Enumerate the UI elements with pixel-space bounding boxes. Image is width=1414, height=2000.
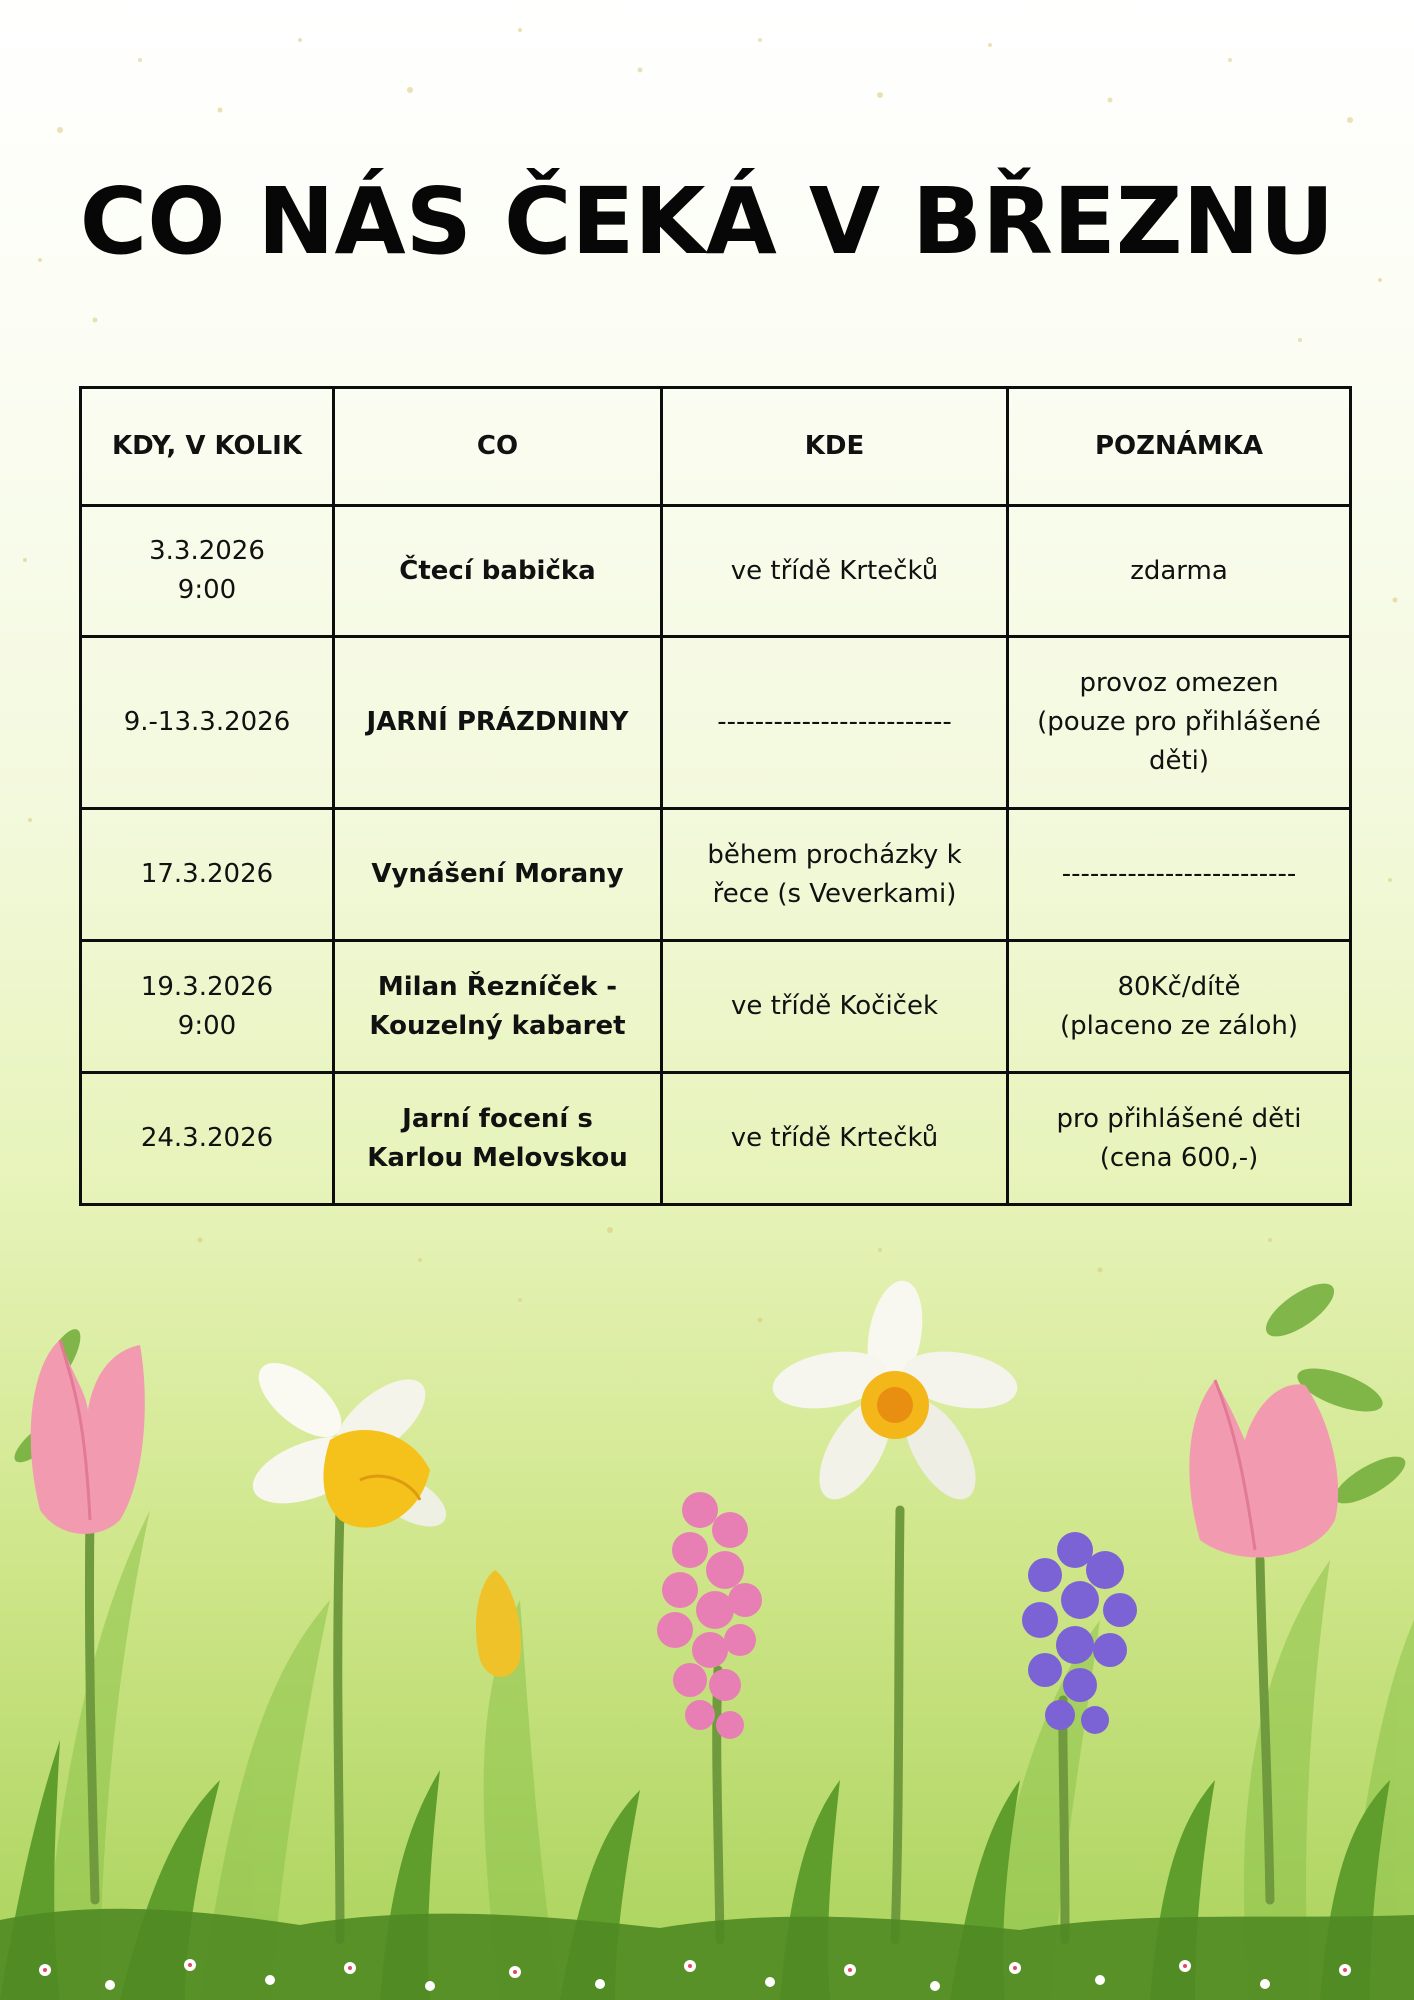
table-row xyxy=(81,637,1351,809)
cell-when: 19.3.2026 9:00 xyxy=(81,941,334,1073)
header-what: CO xyxy=(334,388,662,506)
cell-what: Jarní focení s Karlou Melovskou xyxy=(334,1073,662,1205)
cell-where: ------------------------- xyxy=(662,637,1008,809)
table-row xyxy=(81,506,1351,637)
hyacinth-icon xyxy=(657,1492,762,1739)
cell-what: Čtecí babička xyxy=(334,506,662,637)
spring-flower-illustration xyxy=(0,1180,1414,2000)
daffodil-icon xyxy=(768,1276,1022,1510)
tulip-icon xyxy=(31,1340,145,1534)
cell-where: ve třídě Krtečků xyxy=(662,1073,1008,1205)
cell-note: 80Kč/dítě (placeno ze záloh) xyxy=(1008,941,1351,1073)
page-title: CO NÁS ČEKÁ V BŘEZNU xyxy=(79,168,1335,275)
header-where: KDE xyxy=(662,388,1008,506)
cell-what: Milan Řezníček - Kouzelný kabaret xyxy=(334,941,662,1073)
table-row xyxy=(81,941,1351,1073)
header-note: POZNÁMKA xyxy=(1008,388,1351,506)
cell-where: během procházky k řece (s Veverkami) xyxy=(662,809,1008,941)
cell-note: zdarma xyxy=(1008,506,1351,637)
table-row xyxy=(81,809,1351,941)
cell-note: pro přihlášené děti (cena 600,-) xyxy=(1008,1073,1351,1205)
cell-when: 3.3.2026 9:00 xyxy=(81,506,334,637)
cell-what: Vynášení Morany xyxy=(334,809,662,941)
cell-note: ------------------------- xyxy=(1008,809,1351,941)
cell-what: JARNÍ PRÁZDNINY xyxy=(334,637,662,809)
cell-when: 24.3.2026 xyxy=(81,1073,334,1205)
header-when: KDY, V KOLIK xyxy=(81,388,334,506)
daffodil-icon xyxy=(476,1570,521,1677)
cell-when: 17.3.2026 xyxy=(81,809,334,941)
table-header-row xyxy=(81,388,1351,506)
cell-when: 9.-13.3.2026 xyxy=(81,637,334,809)
cell-note: provoz omezen (pouze pro přihlášené děti) xyxy=(1008,637,1351,809)
cell-where: ve třídě Kočiček xyxy=(662,941,1008,1073)
cell-where: ve třídě Krtečků xyxy=(662,506,1008,637)
daffodil-icon xyxy=(244,1349,455,1537)
tulip-icon xyxy=(1189,1380,1338,1557)
events-table xyxy=(79,386,1352,1206)
